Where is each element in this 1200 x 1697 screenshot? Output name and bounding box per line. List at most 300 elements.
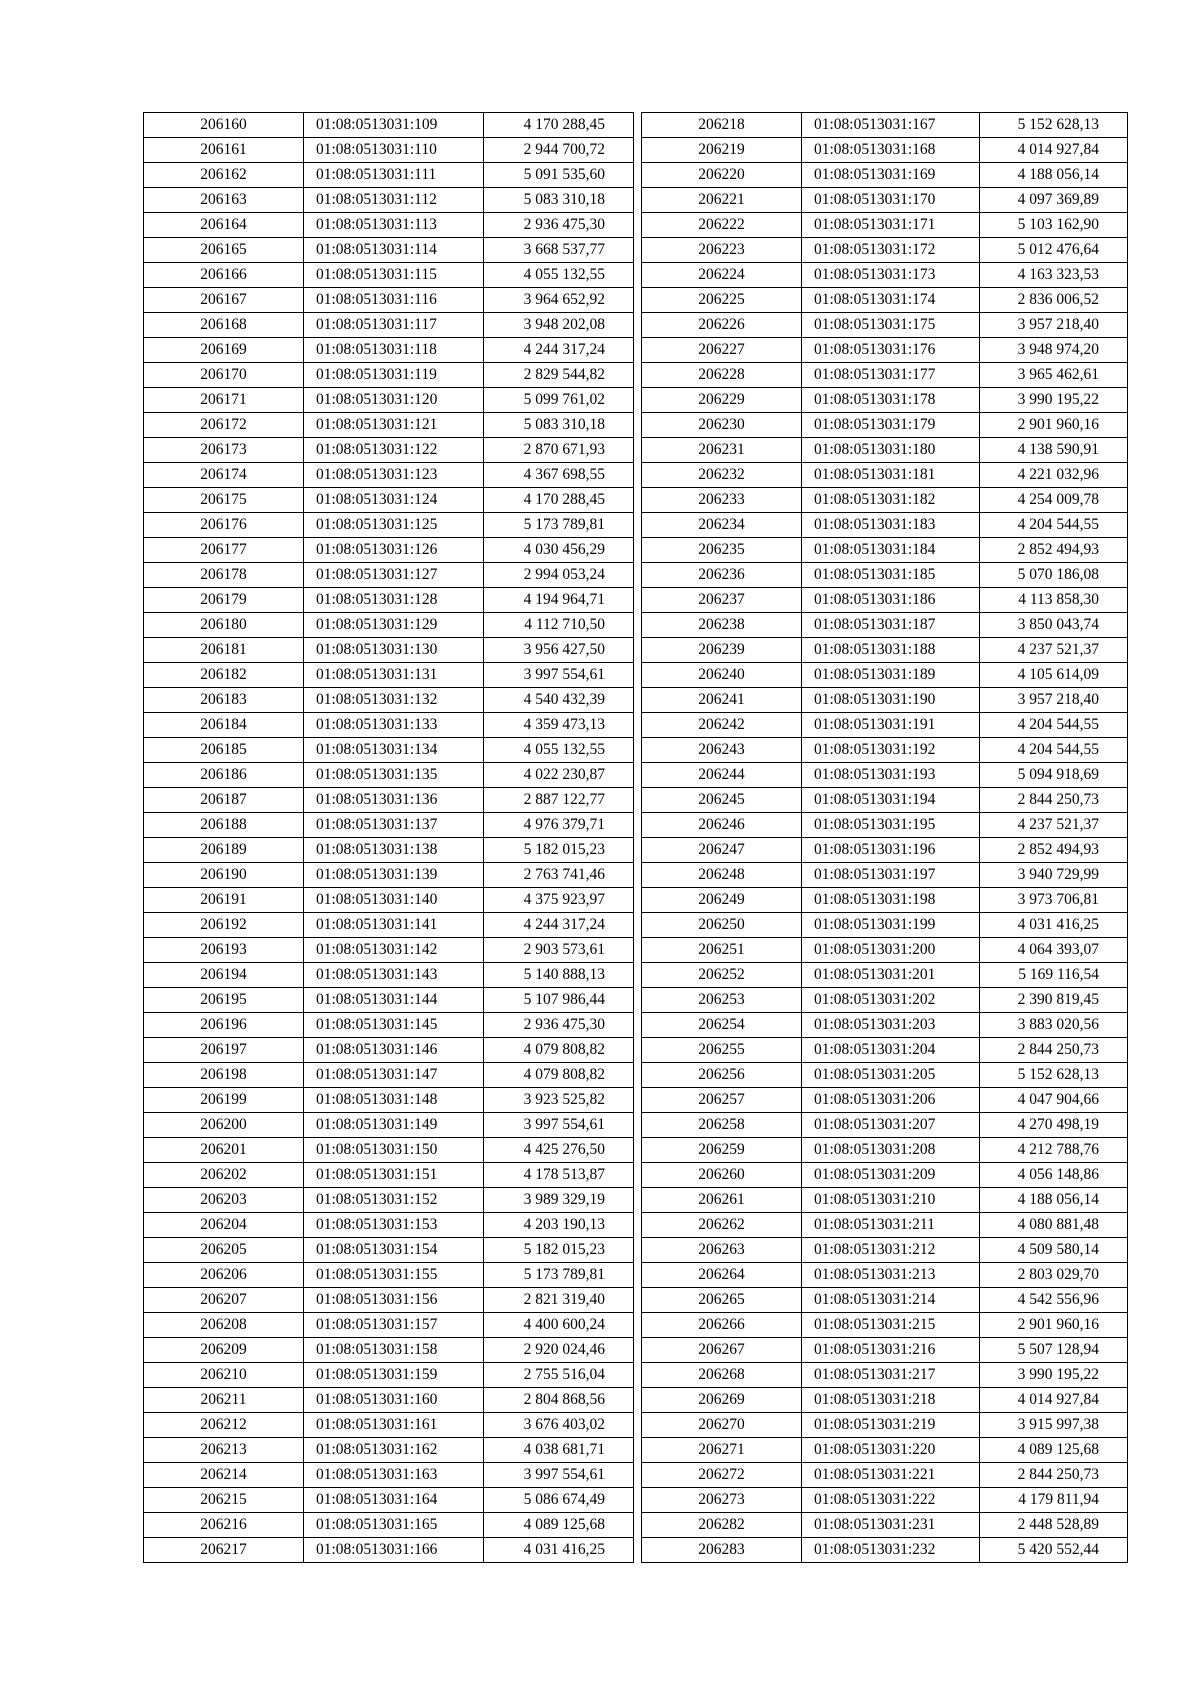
value-cell: 4 022 230,87 [484, 763, 634, 788]
table-row [144, 1263, 634, 1288]
value-cell: 3 883 020,56 [980, 1013, 1128, 1038]
table-row [144, 1538, 634, 1563]
row-number-cell: 206181 [144, 638, 304, 663]
cadastral-number-cell: 01:08:0513031:149 [304, 1113, 484, 1138]
value-cell: 3 973 706,81 [980, 888, 1128, 913]
value-cell: 4 170 288,45 [484, 113, 634, 138]
table-row [144, 1513, 634, 1538]
row-number-cell: 206160 [144, 113, 304, 138]
cadastral-number-cell: 01:08:0513031:132 [304, 688, 484, 713]
row-number-cell: 206222 [642, 213, 802, 238]
value-cell: 4 055 132,55 [484, 263, 634, 288]
cadastral-number-cell: 01:08:0513031:120 [304, 388, 484, 413]
value-cell: 4 112 710,50 [484, 613, 634, 638]
cadastral-number-cell: 01:08:0513031:119 [304, 363, 484, 388]
table-row [144, 213, 634, 238]
row-number-cell: 206246 [642, 813, 802, 838]
row-number-cell: 206269 [642, 1388, 802, 1413]
table-row [642, 213, 1128, 238]
table-row [642, 288, 1128, 313]
cadastral-number-cell: 01:08:0513031:202 [802, 988, 980, 1013]
value-cell: 5 012 476,64 [980, 238, 1128, 263]
row-number-cell: 206183 [144, 688, 304, 713]
table-row [144, 1038, 634, 1063]
cadastral-number-cell: 01:08:0513031:116 [304, 288, 484, 313]
cadastral-number-cell: 01:08:0513031:177 [802, 363, 980, 388]
table-row [144, 563, 634, 588]
value-cell: 4 237 521,37 [980, 638, 1128, 663]
cadastral-number-cell: 01:08:0513031:231 [802, 1513, 980, 1538]
cadastral-number-cell: 01:08:0513031:142 [304, 938, 484, 963]
value-cell: 4 254 009,78 [980, 488, 1128, 513]
table-row [642, 788, 1128, 813]
table-row [144, 913, 634, 938]
row-number-cell: 206191 [144, 888, 304, 913]
cadastral-number-cell: 01:08:0513031:219 [802, 1413, 980, 1438]
row-number-cell: 206206 [144, 1263, 304, 1288]
value-cell: 2 763 741,46 [484, 863, 634, 888]
table-row [642, 1438, 1128, 1463]
row-number-cell: 206173 [144, 438, 304, 463]
row-number-cell: 206196 [144, 1013, 304, 1038]
value-cell: 2 844 250,73 [980, 1463, 1128, 1488]
cadastral-number-cell: 01:08:0513031:123 [304, 463, 484, 488]
value-cell: 5 083 310,18 [484, 413, 634, 438]
table-row [642, 913, 1128, 938]
row-number-cell: 206268 [642, 1363, 802, 1388]
value-cell: 4 359 473,13 [484, 713, 634, 738]
value-cell: 4 079 808,82 [484, 1038, 634, 1063]
table-row [642, 1188, 1128, 1213]
table-row [642, 738, 1128, 763]
row-number-cell: 206186 [144, 763, 304, 788]
cadastral-number-cell: 01:08:0513031:200 [802, 938, 980, 963]
value-cell: 4 244 317,24 [484, 913, 634, 938]
cadastral-number-cell: 01:08:0513031:199 [802, 913, 980, 938]
table-row [642, 363, 1128, 388]
table-row [144, 1113, 634, 1138]
row-number-cell: 206253 [642, 988, 802, 1013]
table-row [144, 313, 634, 338]
table-row [642, 388, 1128, 413]
value-cell: 4 038 681,71 [484, 1438, 634, 1463]
value-cell: 2 920 024,46 [484, 1338, 634, 1363]
cadastral-number-cell: 01:08:0513031:121 [304, 413, 484, 438]
table-row [642, 1538, 1128, 1563]
table-row [642, 1288, 1128, 1313]
row-number-cell: 206197 [144, 1038, 304, 1063]
cadastral-number-cell: 01:08:0513031:215 [802, 1313, 980, 1338]
table-row [144, 513, 634, 538]
row-number-cell: 206217 [144, 1538, 304, 1563]
row-number-cell: 206243 [642, 738, 802, 763]
row-number-cell: 206189 [144, 838, 304, 863]
cadastral-number-cell: 01:08:0513031:110 [304, 138, 484, 163]
table-row [144, 188, 634, 213]
cadastral-number-cell: 01:08:0513031:201 [802, 963, 980, 988]
row-number-cell: 206192 [144, 913, 304, 938]
row-number-cell: 206237 [642, 588, 802, 613]
cadastral-number-cell: 01:08:0513031:198 [802, 888, 980, 913]
value-cell: 4 204 544,55 [980, 713, 1128, 738]
cadastral-number-cell: 01:08:0513031:136 [304, 788, 484, 813]
row-number-cell: 206270 [642, 1413, 802, 1438]
value-cell: 5 070 186,08 [980, 563, 1128, 588]
table-row [144, 1288, 634, 1313]
row-number-cell: 206245 [642, 788, 802, 813]
cadastral-number-cell: 01:08:0513031:211 [802, 1213, 980, 1238]
cadastral-number-cell: 01:08:0513031:204 [802, 1038, 980, 1063]
table-row [144, 713, 634, 738]
row-number-cell: 206171 [144, 388, 304, 413]
row-number-cell: 206223 [642, 238, 802, 263]
value-cell: 4 542 556,96 [980, 1288, 1128, 1313]
cadastral-number-cell: 01:08:0513031:138 [304, 838, 484, 863]
value-cell: 2 852 494,93 [980, 538, 1128, 563]
value-cell: 3 915 997,38 [980, 1413, 1128, 1438]
cadastral-number-cell: 01:08:0513031:163 [304, 1463, 484, 1488]
cadastral-number-cell: 01:08:0513031:151 [304, 1163, 484, 1188]
row-number-cell: 206260 [642, 1163, 802, 1188]
row-number-cell: 206240 [642, 663, 802, 688]
table-row [144, 1188, 634, 1213]
table-row [642, 313, 1128, 338]
table-row [144, 938, 634, 963]
cadastral-number-cell: 01:08:0513031:141 [304, 913, 484, 938]
row-number-cell: 206229 [642, 388, 802, 413]
cadastral-number-cell: 01:08:0513031:133 [304, 713, 484, 738]
value-cell: 4 976 379,71 [484, 813, 634, 838]
cadastral-number-cell: 01:08:0513031:178 [802, 388, 980, 413]
row-number-cell: 206167 [144, 288, 304, 313]
value-cell: 3 997 554,61 [484, 1463, 634, 1488]
value-cell: 4 204 544,55 [980, 513, 1128, 538]
cadastral-number-cell: 01:08:0513031:189 [802, 663, 980, 688]
cadastral-number-cell: 01:08:0513031:169 [802, 163, 980, 188]
cadastral-number-cell: 01:08:0513031:187 [802, 613, 980, 638]
row-number-cell: 206168 [144, 313, 304, 338]
cadastral-number-cell: 01:08:0513031:218 [802, 1388, 980, 1413]
cadastral-number-cell: 01:08:0513031:112 [304, 188, 484, 213]
value-cell: 2 829 544,82 [484, 363, 634, 388]
cadastral-number-cell: 01:08:0513031:188 [802, 638, 980, 663]
value-cell: 4 080 881,48 [980, 1213, 1128, 1238]
table-row [642, 638, 1128, 663]
value-cell: 4 113 858,30 [980, 588, 1128, 613]
cadastral-number-cell: 01:08:0513031:156 [304, 1288, 484, 1313]
table-row [642, 838, 1128, 863]
value-cell: 4 221 032,96 [980, 463, 1128, 488]
value-cell: 2 901 960,16 [980, 1313, 1128, 1338]
value-cell: 2 844 250,73 [980, 788, 1128, 813]
left-data-table [143, 112, 634, 1563]
value-cell: 4 056 148,86 [980, 1163, 1128, 1188]
row-number-cell: 206166 [144, 263, 304, 288]
value-cell: 2 836 006,52 [980, 288, 1128, 313]
table-row [144, 838, 634, 863]
cadastral-number-cell: 01:08:0513031:186 [802, 588, 980, 613]
row-number-cell: 206238 [642, 613, 802, 638]
table-row [642, 1388, 1128, 1413]
value-cell: 4 540 432,39 [484, 688, 634, 713]
table-row [642, 588, 1128, 613]
row-number-cell: 206283 [642, 1538, 802, 1563]
table-row [642, 413, 1128, 438]
cadastral-number-cell: 01:08:0513031:143 [304, 963, 484, 988]
row-number-cell: 206174 [144, 463, 304, 488]
cadastral-number-cell: 01:08:0513031:220 [802, 1438, 980, 1463]
table-row [144, 813, 634, 838]
value-cell: 5 107 986,44 [484, 988, 634, 1013]
cadastral-number-cell: 01:08:0513031:162 [304, 1438, 484, 1463]
row-number-cell: 206227 [642, 338, 802, 363]
row-number-cell: 206188 [144, 813, 304, 838]
table-row [144, 238, 634, 263]
cadastral-number-cell: 01:08:0513031:148 [304, 1088, 484, 1113]
value-cell: 4 105 614,09 [980, 663, 1128, 688]
cadastral-number-cell: 01:08:0513031:128 [304, 588, 484, 613]
row-number-cell: 206165 [144, 238, 304, 263]
value-cell: 4 188 056,14 [980, 163, 1128, 188]
table-row [144, 688, 634, 713]
value-cell: 4 425 276,50 [484, 1138, 634, 1163]
right-table-body [642, 113, 1128, 1563]
table-row [642, 513, 1128, 538]
row-number-cell: 206257 [642, 1088, 802, 1113]
cadastral-number-cell: 01:08:0513031:196 [802, 838, 980, 863]
value-cell: 2 803 029,70 [980, 1263, 1128, 1288]
value-cell: 4 188 056,14 [980, 1188, 1128, 1213]
row-number-cell: 206177 [144, 538, 304, 563]
table-row [144, 138, 634, 163]
row-number-cell: 206265 [642, 1288, 802, 1313]
cadastral-number-cell: 01:08:0513031:167 [802, 113, 980, 138]
row-number-cell: 206190 [144, 863, 304, 888]
row-number-cell: 206163 [144, 188, 304, 213]
table-row [642, 863, 1128, 888]
row-number-cell: 206175 [144, 488, 304, 513]
cadastral-number-cell: 01:08:0513031:161 [304, 1413, 484, 1438]
row-number-cell: 206194 [144, 963, 304, 988]
row-number-cell: 206262 [642, 1213, 802, 1238]
value-cell: 4 509 580,14 [980, 1238, 1128, 1263]
row-number-cell: 206198 [144, 1063, 304, 1088]
cadastral-number-cell: 01:08:0513031:216 [802, 1338, 980, 1363]
row-number-cell: 206261 [642, 1188, 802, 1213]
table-row [144, 863, 634, 888]
table-row [642, 138, 1128, 163]
row-number-cell: 206259 [642, 1138, 802, 1163]
cadastral-number-cell: 01:08:0513031:194 [802, 788, 980, 813]
table-row [144, 263, 634, 288]
table-row [642, 988, 1128, 1013]
value-cell: 5 182 015,23 [484, 1238, 634, 1263]
value-cell: 5 083 310,18 [484, 188, 634, 213]
row-number-cell: 206212 [144, 1413, 304, 1438]
cadastral-number-cell: 01:08:0513031:154 [304, 1238, 484, 1263]
cadastral-number-cell: 01:08:0513031:179 [802, 413, 980, 438]
table-row [144, 1138, 634, 1163]
cadastral-number-cell: 01:08:0513031:135 [304, 763, 484, 788]
cadastral-number-cell: 01:08:0513031:175 [802, 313, 980, 338]
value-cell: 4 031 416,25 [980, 913, 1128, 938]
row-number-cell: 206209 [144, 1338, 304, 1363]
table-row [642, 938, 1128, 963]
cadastral-number-cell: 01:08:0513031:192 [802, 738, 980, 763]
table-row [144, 463, 634, 488]
cadastral-number-cell: 01:08:0513031:144 [304, 988, 484, 1013]
cadastral-number-cell: 01:08:0513031:113 [304, 213, 484, 238]
table-row [642, 663, 1128, 688]
row-number-cell: 206244 [642, 763, 802, 788]
row-number-cell: 206195 [144, 988, 304, 1013]
table-row [642, 1163, 1128, 1188]
row-number-cell: 206232 [642, 463, 802, 488]
row-number-cell: 206252 [642, 963, 802, 988]
table-row [144, 1238, 634, 1263]
value-cell: 4 270 498,19 [980, 1113, 1128, 1138]
table-row [642, 1513, 1128, 1538]
cadastral-number-cell: 01:08:0513031:159 [304, 1363, 484, 1388]
value-cell: 3 990 195,22 [980, 1363, 1128, 1388]
value-cell: 2 903 573,61 [484, 938, 634, 963]
cadastral-number-cell: 01:08:0513031:137 [304, 813, 484, 838]
value-cell: 4 375 923,97 [484, 888, 634, 913]
value-cell: 3 956 427,50 [484, 638, 634, 663]
cadastral-number-cell: 01:08:0513031:180 [802, 438, 980, 463]
table-row [642, 113, 1128, 138]
cadastral-number-cell: 01:08:0513031:126 [304, 538, 484, 563]
cadastral-number-cell: 01:08:0513031:232 [802, 1538, 980, 1563]
value-cell: 3 964 652,92 [484, 288, 634, 313]
value-cell: 2 844 250,73 [980, 1038, 1128, 1063]
row-number-cell: 206211 [144, 1388, 304, 1413]
cadastral-number-cell: 01:08:0513031:172 [802, 238, 980, 263]
value-cell: 5 173 789,81 [484, 513, 634, 538]
cadastral-number-cell: 01:08:0513031:115 [304, 263, 484, 288]
row-number-cell: 206271 [642, 1438, 802, 1463]
cadastral-number-cell: 01:08:0513031:212 [802, 1238, 980, 1263]
row-number-cell: 206216 [144, 1513, 304, 1538]
cadastral-number-cell: 01:08:0513031:168 [802, 138, 980, 163]
row-number-cell: 206205 [144, 1238, 304, 1263]
value-cell: 2 944 700,72 [484, 138, 634, 163]
cadastral-number-cell: 01:08:0513031:152 [304, 1188, 484, 1213]
table-row [144, 388, 634, 413]
row-number-cell: 206250 [642, 913, 802, 938]
value-cell: 4 170 288,45 [484, 488, 634, 513]
row-number-cell: 206226 [642, 313, 802, 338]
row-number-cell: 206239 [642, 638, 802, 663]
row-number-cell: 206218 [642, 113, 802, 138]
row-number-cell: 206207 [144, 1288, 304, 1313]
table-row [144, 1488, 634, 1513]
table-row [642, 888, 1128, 913]
table-row [642, 538, 1128, 563]
row-number-cell: 206254 [642, 1013, 802, 1038]
cadastral-number-cell: 01:08:0513031:193 [802, 763, 980, 788]
table-row [642, 1313, 1128, 1338]
cadastral-number-cell: 01:08:0513031:195 [802, 813, 980, 838]
cadastral-number-cell: 01:08:0513031:185 [802, 563, 980, 588]
cadastral-number-cell: 01:08:0513031:191 [802, 713, 980, 738]
value-cell: 4 179 811,94 [980, 1488, 1128, 1513]
row-number-cell: 206249 [642, 888, 802, 913]
value-cell: 3 957 218,40 [980, 688, 1128, 713]
row-number-cell: 206210 [144, 1363, 304, 1388]
row-number-cell: 206258 [642, 1113, 802, 1138]
table-row [144, 1338, 634, 1363]
table-row [642, 1413, 1128, 1438]
cadastral-number-cell: 01:08:0513031:150 [304, 1138, 484, 1163]
value-cell: 3 948 202,08 [484, 313, 634, 338]
table-row [642, 1488, 1128, 1513]
value-cell: 2 936 475,30 [484, 213, 634, 238]
row-number-cell: 206214 [144, 1463, 304, 1488]
value-cell: 3 940 729,99 [980, 863, 1128, 888]
table-row [642, 1363, 1128, 1388]
table-row [642, 963, 1128, 988]
row-number-cell: 206170 [144, 363, 304, 388]
row-number-cell: 206200 [144, 1113, 304, 1138]
table-row [642, 1463, 1128, 1488]
row-number-cell: 206201 [144, 1138, 304, 1163]
table-row [144, 1413, 634, 1438]
table-row [144, 888, 634, 913]
table-row [144, 1063, 634, 1088]
cadastral-number-cell: 01:08:0513031:125 [304, 513, 484, 538]
row-number-cell: 206267 [642, 1338, 802, 1363]
table-row [642, 1013, 1128, 1038]
cadastral-number-cell: 01:08:0513031:190 [802, 688, 980, 713]
row-number-cell: 206266 [642, 1313, 802, 1338]
cadastral-number-cell: 01:08:0513031:174 [802, 288, 980, 313]
value-cell: 5 099 761,02 [484, 388, 634, 413]
row-number-cell: 206203 [144, 1188, 304, 1213]
row-number-cell: 206235 [642, 538, 802, 563]
cadastral-number-cell: 01:08:0513031:146 [304, 1038, 484, 1063]
cadastral-number-cell: 01:08:0513031:129 [304, 613, 484, 638]
value-cell: 2 448 528,89 [980, 1513, 1128, 1538]
value-cell: 4 097 369,89 [980, 188, 1128, 213]
value-cell: 5 507 128,94 [980, 1338, 1128, 1363]
value-cell: 4 367 698,55 [484, 463, 634, 488]
cadastral-number-cell: 01:08:0513031:205 [802, 1063, 980, 1088]
table-row [144, 988, 634, 1013]
cadastral-number-cell: 01:08:0513031:117 [304, 313, 484, 338]
row-number-cell: 206215 [144, 1488, 304, 1513]
table-row [642, 1138, 1128, 1163]
row-number-cell: 206164 [144, 213, 304, 238]
table-row [642, 1113, 1128, 1138]
cadastral-number-cell: 01:08:0513031:166 [304, 1538, 484, 1563]
cadastral-number-cell: 01:08:0513031:206 [802, 1088, 980, 1113]
cadastral-number-cell: 01:08:0513031:153 [304, 1213, 484, 1238]
table-row [144, 1213, 634, 1238]
cadastral-number-cell: 01:08:0513031:131 [304, 663, 484, 688]
table-row [144, 413, 634, 438]
row-number-cell: 206230 [642, 413, 802, 438]
row-number-cell: 206255 [642, 1038, 802, 1063]
table-row [642, 1263, 1128, 1288]
value-cell: 3 676 403,02 [484, 1413, 634, 1438]
row-number-cell: 206225 [642, 288, 802, 313]
value-cell: 2 870 671,93 [484, 438, 634, 463]
row-number-cell: 206161 [144, 138, 304, 163]
cadastral-number-cell: 01:08:0513031:164 [304, 1488, 484, 1513]
table-row [642, 338, 1128, 363]
table-row [144, 438, 634, 463]
